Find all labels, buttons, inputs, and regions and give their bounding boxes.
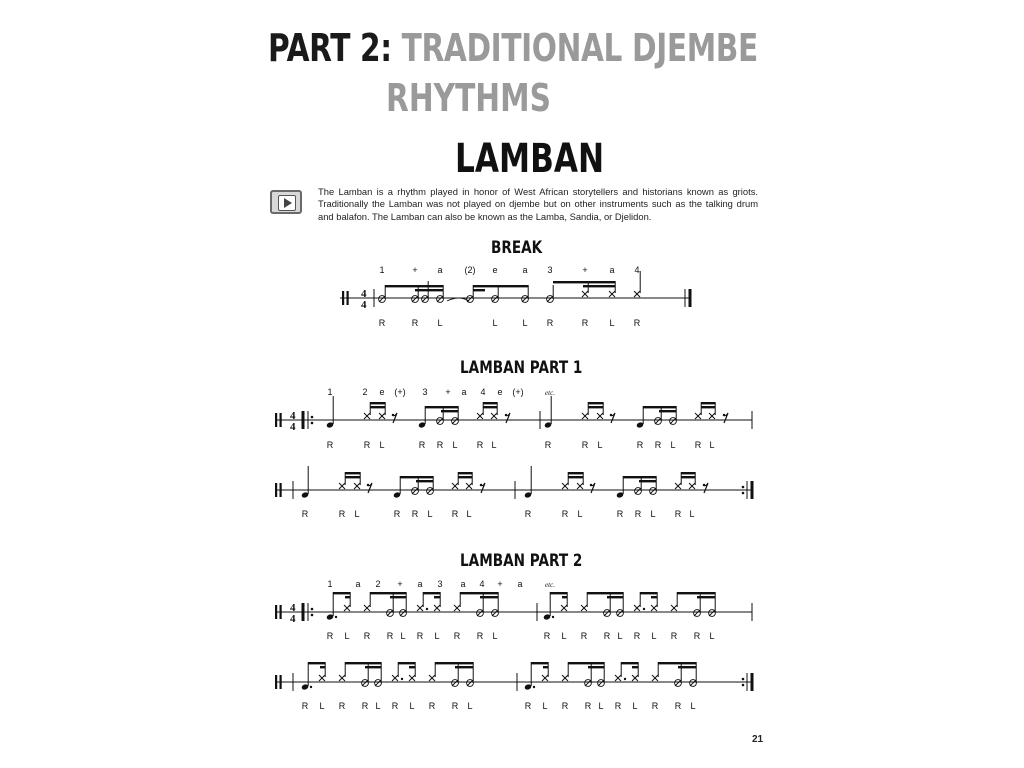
percussion-clef <box>275 413 277 427</box>
time-signature-bottom: 4 <box>290 421 296 433</box>
sticking-label: L <box>434 631 440 641</box>
eighth-rest-dot <box>703 484 705 486</box>
sticking-label: L <box>690 701 696 711</box>
count-label: a <box>460 579 466 589</box>
beam <box>385 285 443 287</box>
beam <box>473 289 485 291</box>
beam <box>658 662 696 664</box>
eighth-rest-dot <box>610 414 612 416</box>
beam <box>643 406 676 408</box>
augmentation-dot <box>533 686 535 688</box>
percussion-clef <box>342 291 344 305</box>
beam <box>588 406 603 408</box>
percussion-clef <box>280 675 282 689</box>
sticking-label: R <box>416 631 424 641</box>
count-label: + <box>497 579 503 589</box>
beam <box>701 406 715 408</box>
sticking-label: R <box>363 440 371 450</box>
eighth-rest-dot <box>590 484 592 486</box>
beam <box>345 596 350 598</box>
time-signature-top: 4 <box>361 288 367 300</box>
beam <box>607 596 623 598</box>
beam <box>460 592 498 594</box>
sticking-label: L <box>492 318 498 328</box>
sticking-label: R <box>326 440 334 450</box>
intro-paragraph: The Lamban is a rhythm played in honor of West African storytellers and historians known as griots. Traditionally the Lamban was not played on djembe but on other instruments such as the talking drum and balafon. The Lamban can also be known as the Lamba, Sandia, or Djelidon. <box>318 186 758 222</box>
beam <box>370 402 385 404</box>
sticking-label: R <box>546 318 554 328</box>
beam <box>568 476 583 478</box>
count-label: 3 <box>547 265 553 275</box>
sticking-label: R <box>418 440 426 450</box>
beam <box>623 476 656 478</box>
sticking-label: R <box>633 631 641 641</box>
beam <box>483 402 497 404</box>
part-label: PART 2: <box>268 26 392 70</box>
break-title: BREAK <box>491 238 543 258</box>
beam <box>416 480 433 482</box>
beam <box>473 285 528 287</box>
augmentation-dot <box>335 616 337 618</box>
sticking-label: R <box>580 631 588 641</box>
sticking-label: L <box>689 509 695 519</box>
sticking-label: L <box>709 631 715 641</box>
augmentation-dot <box>401 678 403 680</box>
sticking-label: L <box>609 318 615 328</box>
sticking-label: R <box>674 701 682 711</box>
repeat-dot <box>311 608 314 611</box>
count-label: 3 <box>422 387 428 397</box>
sticking-label: R <box>561 509 569 519</box>
beam <box>651 596 657 598</box>
sticking-label: R <box>543 631 551 641</box>
count-label: (+) <box>512 387 524 397</box>
count-label: a <box>437 265 443 275</box>
count-label: e <box>492 265 498 275</box>
count-label: + <box>397 579 403 589</box>
part2-staff-line1 <box>275 579 752 641</box>
beam <box>568 662 604 664</box>
beam <box>587 592 623 594</box>
beam <box>458 476 472 478</box>
beam <box>639 480 656 482</box>
beam <box>458 472 472 474</box>
part-title-line1: TRADITIONAL DJEMBE <box>401 26 758 70</box>
part2-staff-line2 <box>275 662 752 711</box>
beam <box>483 406 497 408</box>
sticking-label: L <box>650 509 656 519</box>
time-signature-bottom: 4 <box>290 613 296 625</box>
beam <box>365 666 381 668</box>
beam <box>400 476 433 478</box>
count-label: 1 <box>327 387 333 397</box>
sticking-label: R <box>436 440 444 450</box>
beam <box>632 666 638 668</box>
sticking-label: R <box>581 318 589 328</box>
sticking-label: L <box>670 440 676 450</box>
eighth-rest-dot <box>505 414 507 416</box>
sticking-label: R <box>476 631 484 641</box>
count-label: 1 <box>379 265 385 275</box>
sticking-label: R <box>670 631 678 641</box>
count-label: e <box>497 387 503 397</box>
sticking-label: L <box>319 701 325 711</box>
sticking-label: R <box>581 440 589 450</box>
sticking-label: R <box>338 509 346 519</box>
sticking-label: R <box>301 509 309 519</box>
sticking-label: R <box>603 631 611 641</box>
sticking-label: R <box>361 701 369 711</box>
beam <box>659 410 676 412</box>
beam <box>621 662 638 664</box>
count-label: 4 <box>480 387 486 397</box>
sticking-label: L <box>379 440 385 450</box>
sticking-label: R <box>651 701 659 711</box>
beam <box>583 285 615 287</box>
sticking-label: R <box>428 701 436 711</box>
sticking-label: R <box>301 701 309 711</box>
beam <box>370 592 406 594</box>
count-label: 2 <box>375 579 381 589</box>
beam <box>568 472 583 474</box>
count-label: 1 <box>327 579 333 589</box>
count-label: + <box>445 387 451 397</box>
sticking-label: R <box>393 509 401 519</box>
sticking-label: L <box>344 631 350 641</box>
sticking-label: R <box>326 631 334 641</box>
sticking-label: R <box>636 440 644 450</box>
sticking-label: R <box>476 440 484 450</box>
sticking-label: L <box>617 631 623 641</box>
augmentation-dot <box>624 678 626 680</box>
percussion-clef <box>280 413 282 427</box>
count-label: a <box>355 579 361 589</box>
sticking-label: R <box>634 509 642 519</box>
sticking-label: R <box>411 509 419 519</box>
beam <box>441 410 458 412</box>
eighth-rest-dot <box>723 414 725 416</box>
sticking-label: R <box>524 701 532 711</box>
beam <box>345 472 360 474</box>
sticking-label: L <box>632 701 638 711</box>
break-staff <box>340 265 690 328</box>
sticking-label: R <box>654 440 662 450</box>
beam <box>434 596 440 598</box>
eighth-rest-dot <box>392 414 394 416</box>
augmentation-dot <box>426 608 428 610</box>
time-signature-top: 4 <box>290 410 296 422</box>
augmentation-dot <box>310 686 312 688</box>
sticking-label: L <box>577 509 583 519</box>
beam <box>562 596 567 598</box>
sticking-label: L <box>522 318 528 328</box>
repeat-dot <box>311 614 314 617</box>
beam <box>588 666 604 668</box>
percussion-clef <box>280 605 282 619</box>
beam <box>390 596 406 598</box>
count-label: a <box>417 579 423 589</box>
beam <box>640 592 657 594</box>
beam <box>435 662 473 664</box>
sticking-label: L <box>561 631 567 641</box>
sticking-label: L <box>709 440 715 450</box>
sticking-label: L <box>466 509 472 519</box>
beam <box>455 666 473 668</box>
etc-label: etc. <box>545 581 555 589</box>
count-label: (+) <box>394 387 406 397</box>
count-label: + <box>412 265 418 275</box>
sticking-label: R <box>411 318 419 328</box>
sticking-label: R <box>674 509 682 519</box>
sticking-label: R <box>524 509 532 519</box>
percussion-clef <box>275 675 277 689</box>
beam <box>425 406 458 408</box>
augmentation-dot <box>643 608 645 610</box>
time-signature-top: 4 <box>290 602 296 614</box>
beam <box>550 592 567 594</box>
percussion-clef <box>275 483 277 497</box>
repeat-dot <box>311 416 314 419</box>
sticking-label: R <box>561 701 569 711</box>
beam <box>423 592 440 594</box>
sticking-label: R <box>694 440 702 450</box>
beam <box>345 476 360 478</box>
count-label: a <box>522 265 528 275</box>
part1-title: LAMBAN PART 1 <box>460 358 583 378</box>
beam <box>308 662 325 664</box>
beam <box>333 592 350 594</box>
sticking-label: R <box>584 701 592 711</box>
count-label: a <box>609 265 615 275</box>
sticking-label: L <box>375 701 381 711</box>
count-label: 3 <box>437 579 443 589</box>
percussion-clef <box>280 483 282 497</box>
count-label: a <box>461 387 467 397</box>
etc-label: etc. <box>545 389 555 397</box>
beam <box>553 281 615 283</box>
sticking-label: L <box>597 440 603 450</box>
sticking-label: R <box>386 631 394 641</box>
beam <box>697 596 715 598</box>
part1-staff-line2 <box>275 466 752 519</box>
beam <box>398 662 415 664</box>
count-label: a <box>517 579 523 589</box>
sticking-label: L <box>467 701 473 711</box>
beam <box>345 662 381 664</box>
repeat-dot <box>742 486 745 489</box>
count-label: 2 <box>362 387 368 397</box>
count-label: e <box>379 387 385 397</box>
beam <box>677 592 715 594</box>
repeat-dot <box>311 422 314 425</box>
part2-title: LAMBAN PART 2 <box>460 551 583 571</box>
beam <box>681 476 695 478</box>
count-label: (2) <box>464 265 476 275</box>
sticking-label: L <box>400 631 406 641</box>
time-signature-bottom: 4 <box>361 299 367 311</box>
count-label: 4 <box>479 579 485 589</box>
eighth-rest-dot <box>480 484 482 486</box>
beam <box>588 402 603 404</box>
repeat-dot <box>742 678 745 681</box>
sticking-label: L <box>409 701 415 711</box>
sticking-label: R <box>363 631 371 641</box>
beam <box>415 289 443 291</box>
sticking-label: R <box>378 318 386 328</box>
part-title-line2: RHYTHMS <box>386 76 551 120</box>
sticking-label: R <box>633 318 641 328</box>
sticking-label: R <box>616 509 624 519</box>
sticking-label: R <box>391 701 399 711</box>
sticking-label: L <box>598 701 604 711</box>
beam <box>480 596 498 598</box>
beam <box>678 666 696 668</box>
beam <box>701 402 715 404</box>
sticking-label: R <box>451 509 459 519</box>
count-label: 4 <box>634 265 640 275</box>
beam <box>531 662 548 664</box>
rhythm-title: LAMBAN <box>455 136 605 182</box>
sticking-label: R <box>693 631 701 641</box>
repeat-dot <box>742 492 745 495</box>
part1-staff-line1 <box>275 387 752 450</box>
sticking-label: L <box>651 631 657 641</box>
beam <box>681 472 695 474</box>
sticking-label: R <box>451 701 459 711</box>
repeat-dot <box>742 684 745 687</box>
sticking-label: L <box>491 440 497 450</box>
beam <box>370 406 385 408</box>
percussion-clef <box>275 605 277 619</box>
sticking-label: L <box>542 701 548 711</box>
sticking-label: L <box>354 509 360 519</box>
augmentation-dot <box>552 616 554 618</box>
eighth-rest-dot <box>367 484 369 486</box>
count-label: + <box>582 265 588 275</box>
sticking-label: L <box>452 440 458 450</box>
sticking-label: R <box>614 701 622 711</box>
beam <box>543 666 548 668</box>
sticking-label: R <box>544 440 552 450</box>
sticking-label: L <box>427 509 433 519</box>
page-number: 21 <box>752 734 764 745</box>
sticking-label: R <box>453 631 461 641</box>
beam <box>320 666 325 668</box>
sticking-label: L <box>492 631 498 641</box>
sticking-label: L <box>437 318 443 328</box>
sticking-label: R <box>338 701 346 711</box>
percussion-clef <box>347 291 349 305</box>
beam <box>409 666 415 668</box>
